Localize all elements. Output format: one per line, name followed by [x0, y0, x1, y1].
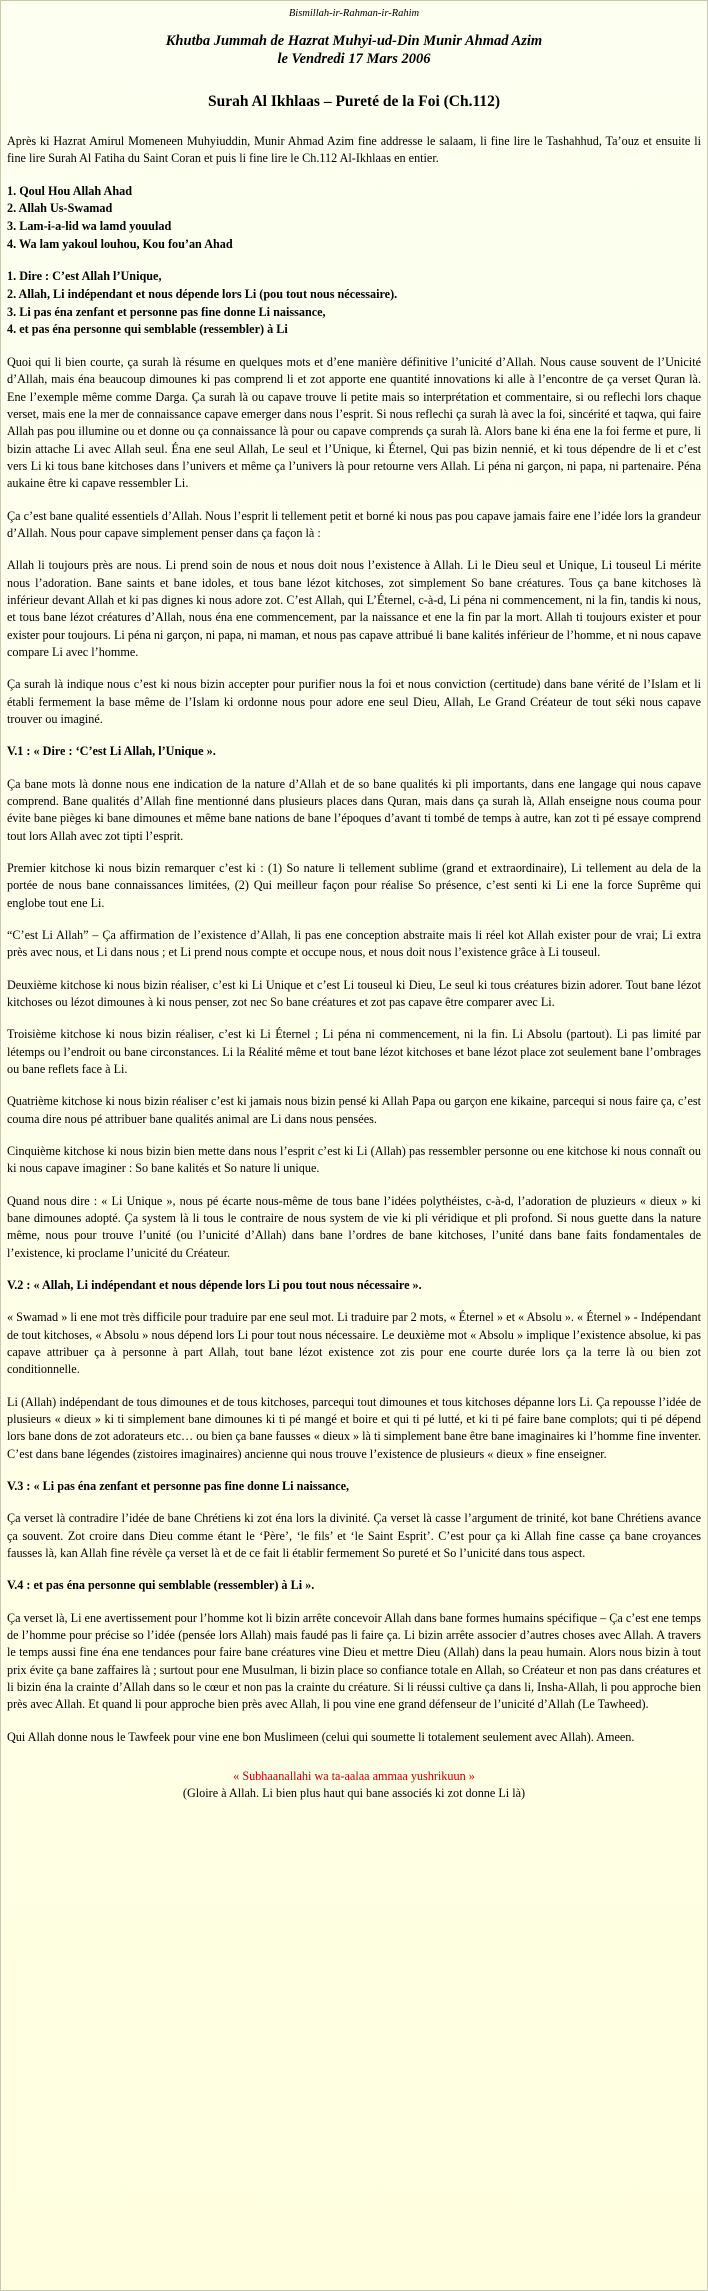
- verses-arabic-list: [7, 183, 701, 254]
- verse-arabic: 4. Wa lam yakoul louhou, Kou fou’an Ahad: [7, 236, 233, 251]
- section1-paragraph: Ça bane mots là donne nous ene indication de la nature d’Allah et de so bane qualités ki pli importants, dans ene langage qui nous capave comprend. Bane qualités d’Allah fine mentionné dans plusieurs places dans Quran, mais dans ça surah là, Allah enseigne nous couma pour évite bane pièges ki bane dimounes et même bane nations de bane l’époques d’avant ti tombé de temps à autre, kan zot ti pé essaye comprend tout lors Allah avec zot tipti l’esprit.: [7, 776, 701, 843]
- section1-paragraph: Deuxième kitchose ki nous bizin réaliser, c’est ki Li Unique et c’est Li touseul ki Dieu, Le seul ki tous créatures bizin adorer. Tout bane lézot kitchoses ou lézot dimounes à ki nous penser, zot nec So bane créatures et zot pas capave être comparer avec Li.: [7, 977, 701, 1009]
- verse-arabic: 2. Allah Us-Swamad: [7, 201, 113, 216]
- body-paragraph: Quoi qui li bien courte, ça surah là résume en quelques mots et d’ene manière définitive l’unicité d’Allah. Nous cause souvent de l’Unicité d’Allah, mais éna beaucoup dimounes ki pas comprend li et zot apporte ene quantité innovations ki alle à l’encontre de ça verset Quran là. Ene l’exemple même comme Darga. Ça surah là ou capave trouve li petite mais so interprétation et commentaire, si ou reflechi lors chaque verset, mais ene la mer de connaissance capave emerger dans nous l’esprit. Si nous reflechi ça surah là avec la foi, sincérité et taqwa, qui faire Allah pas pou illumine ou et donne ou ça connaissance là pour ou capave comprends ça surah là. Alors bane ki éna ene la foi ferme et pure, li bizin attache Li avec Allah seul. Éna ene seul Allah, Le seul et l’Unique, ki Éternel, Qui pas bizin nennié, et ki tous dépendre de li et c’est vers Li ki tous bane kitchoses dans l’univers et même ça l’univers là pour retourne vers Allah. Li péna ni garçon, ni papa, ni partenaire. Péna aukaine être ki capave ressembler Li.: [7, 355, 701, 491]
- section1-paragraph: Quand nous dire : « Li Unique », nous pé écarte nous-même de tous bane l’idées polythéistes, c-à-d, l’adoration de pluzieurs « dieux » ki bane dimounes adopté. Ça system là li tous le contraire de nous system de vie ki pli véridique et pli profond. Si nous guette dans la nature même, nous pour trouve l’unité (ou l’unicité d’Allah) dans bane l’ordres de bane kitchoses, l’unité dans bane faits fondamentales de l’existence, ki proclame l’unicité du Créateur.: [7, 1193, 701, 1260]
- section2-paragraph: « Swamad » li ene mot très difficile pour traduire par ene seul mot. Li traduire par 2 mots, « Éternel » et « Absolu ». « Éternel » - Indépendant de tout kitchoses, « Absolu » nous dépend lors Li pour tout nous nécessaire. Le deuxième mot « Absolu » implique l’existence absolue, ki pas capave attribuer ça à personne à part Allah, tout bane lézot existence zot zis pour ene courte durée lors ça la terre là ou bien zot conditionnelle.: [7, 1310, 701, 1377]
- section1-paragraph: Premier kitchose ki nous bizin remarquer c’est ki : (1) So nature li tellement sublime (grand et extraordinaire), Li tellement au dela de la portée de nous bane connaissances limitées, (2) Qui meilleur façon pour réalise So présence, c’est senti ki Li ene la force Suprême qui englobe tout ene Li.: [7, 861, 701, 910]
- body-paragraph: Allah li toujours près are nous. Li prend soin de nous et nous doit nous l’existence à Allah. Li le Dieu seul et Unique, Li touseul Li mérite nous l’adoration. Bane saints et bane idoles, et tous bane lézot kitchoses, zot simplement So bane créatures. Tous ça bane kitchoses là inférieur devant Allah et ki pas dignes ki nous adore zot. C’est Allah, qui L’Éternel, c-à-d, Li péna ni commencement, ni la fin, tandis ki nous, et tous bane lézot créatures d’Allah, nous éna ene commencement, par la naissance et ene la fin par la mort. Allah ti toujours exister et pour exister pour toujours. Li péna ni garçon, ni papa, ni maman, et nous pas capave attribué li bane kalités inférieur de l’homme, et ni nous capave compare Li avec l’homme.: [7, 558, 701, 660]
- verse-translation: 4. et pas éna personne qui semblable (ressembler) à Li: [7, 322, 288, 337]
- verse-translation: 3. Li pas éna zenfant et personne pas fine donne Li naissance,: [7, 304, 326, 319]
- section1-paragraph: Cinquième kitchose ki nous bizin bien mette dans nous l’esprit c’est ki Li (Allah) pas ressembler personne ou ene kitchose ki nous connaît ou ki nous capave imaginer : So bane kalités et So nature li unique.: [7, 1143, 701, 1176]
- verse-arabic: 3. Lam-i-a-lid wa lamd youulad: [7, 219, 172, 234]
- khutba-title-line1: Khutba Jummah de Hazrat Muhyi-ud-Din Munir Ahmad Azim: [165, 32, 543, 49]
- verse-arabic: 1. Qoul Hou Allah Ahad: [7, 183, 132, 198]
- section2-paragraph: Li (Allah) indépendant de tous dimounes et de tous kitchoses, parcequi tout dimounes et tous kitchoses dépanne lors Li. Ça repousse l’idée de plusieurs « dieux » ki ti simplement bane dimounes ki ti pé mangé et boire et qui ti pé lutté, et ki ti pé faire bane complots; qui ti pé dépend lors bane dons de zot adorateurs etc… ou bien ça bane fausses « dieux » là ti simplement bane être bane imaginaires ki l’homme fine inventer. C’est dans bane légendes (zistoires imaginaires) ancienne qui nous trouve l’existence de plusieurs « dieux » fine enseigner.: [7, 1394, 701, 1461]
- section1-paragraph: “C’est Li Allah” – Ça affirmation de l’existence d’Allah, li pas ene conception abstraite mais li réel kot Allah exister pour de vrai; Li extra près avec nous, et Li dans nous ; et Li prend nous compte et occupe nous, et nous doit nous l’existence grâce à Li touseul.: [7, 928, 701, 960]
- section4-paragraph: Qui Allah donne nous le Tawfeek pour vine ene bon Muslimeen (celui qui soumette li totalement seulement avec Allah). Ameen.: [7, 1729, 635, 1744]
- section1-paragraph: Troisième kitchose ki nous bizin réaliser, c’est ki Li Éternel ; Li péna ni commencement, ni la fin. Li Absolu (partout). Li pas limité par létemps ou l’endroit ou bane circonstances. Li la Réalité même et tout bane lézot kitchoses et bane lézot place zot seulement bane l’ombrages ou bane reflets face à Li.: [7, 1027, 701, 1076]
- section-heading-v4: V.4 : et pas éna personne qui semblable (ressembler) à Li ».: [7, 1578, 315, 1593]
- surah-subtitle: Surah Al Ikhlaas – Pureté de la Foi (Ch.112): [207, 93, 501, 110]
- section-heading-v1: V.1 : « Dire : ‘C’est Li Allah, l’Unique ».: [7, 744, 216, 759]
- body-paragraph: Ça surah là indique nous c’est ki nous bizin accepter pour purifier nous la foi et nous conviction (certitude) dans bane vérité de l’Islam et li établi fermement la base même de l’Islam ki ordonne nous pour adore ene seul Dieu, Allah, Le Grand Créateur de tout séki nous capave trouver ou imaginé.: [7, 677, 701, 727]
- bismillah: Bismillah-ir-Rahman-ir-Rahim: [288, 8, 420, 19]
- closing-arabic: « Subhaanallahi wa ta-aalaa ammaa yushrikuun »: [233, 1768, 475, 1783]
- verse-translation: 2. Allah, Li indépendant et nous dépende lors Li (pou tout nous nécessaire).: [7, 287, 398, 302]
- body-paragraph: Ça c’est bane qualité essentiels d’Allah. Nous l’esprit li tellement petit et borné ki nous pas pou capave jamais faire ene l’idée lors la grandeur d’Allah. Nous pour capave simplement penser dans ça façon là :: [7, 508, 701, 541]
- section3-paragraph: Ça verset là contradire l’idée de bane Chrétiens ki zot éna lors la divinité. Ça verset là casse l’argument de trinité, kot bane Chrétiens avance ça souvent. Zot croire dans Dieu comme étant le ‘Père’, ‘le fils’ et ‘le Saint Esprit’. C’est pour ça ki Allah fine casse ça bane croyances fausses là, kan Allah fine révèle ça verset là et de ce fait li établir fermement So pureté et So l’unicité dans tous aspect.: [7, 1511, 701, 1560]
- section-heading-v3: V.3 : « Li pas éna zenfant et personne pas fine donne Li naissance,: [7, 1478, 350, 1493]
- intro-paragraph: Après ki Hazrat Amirul Momeneen Muhyiuddin, Munir Ahmad Azim fine addresse le salaam, li fine lire le Tashahhud, Ta’ouz et ensuite li fine lire Surah Al Fatiha du Saint Coran et puis li fine lire le Ch.112 Al-Ikhlaas en entier.: [7, 134, 701, 166]
- section1-paragraph: Quatrième kitchose ki nous bizin réaliser c’est ki jamais nous bizin pensé ki Allah Papa ou garçon ene kikaine, parcequi si nous faire ça, c’est couma dire nous pé attribuer bane qualités animal are Li dans nous pensées.: [7, 1094, 701, 1126]
- closing-translation: (Gloire à Allah. Li bien plus haut qui bane associés ki zot donne Li là): [182, 1786, 526, 1801]
- verses-translation-list: [7, 268, 701, 339]
- section-heading-v2: V.2 : « Allah, Li indépendant et nous dépende lors Li pou tout nous nécessaire ».: [7, 1277, 422, 1292]
- khutba-title-line2: le Vendredi 17 Mars 2006: [277, 51, 431, 68]
- verse-translation: 1. Dire : C’est Allah l’Unique,: [7, 269, 162, 284]
- section4-paragraph: Ça verset là, Li ene avertissement pour l’homme kot li bizin arrête concevoir Allah dans bane formes humains spécifique – Ça c’est ene temps de l’homme pour précise so l’idée (pensée lors Allah) mais faudé pas li faire ça. Li bizin arrête associer d’autres choses avec Allah. A travers le temps aussi fine éna ene tendances pour faire bane créatures vine Dieu et mettre Dieu (Allah) dans la peau humain. Alors nous bizin à tout prix évite ça bane zaffaires là ; surtout pour ene Musulman, li bizin place so confiance totale en Allah, so Créateur et non pas dans créatures et li bizin éna la crainte d’Allah dans so le cœur et non pas la crainte du créature. Si li réussi cultive ça dans li, Insha-Allah, li pou approche bien près avec Allah. Et quand li pour approche bien près avec Allah, li pou vine ene grand défenseur de l’unicité d’Allah (Le Tawheed).: [7, 1610, 701, 1712]
